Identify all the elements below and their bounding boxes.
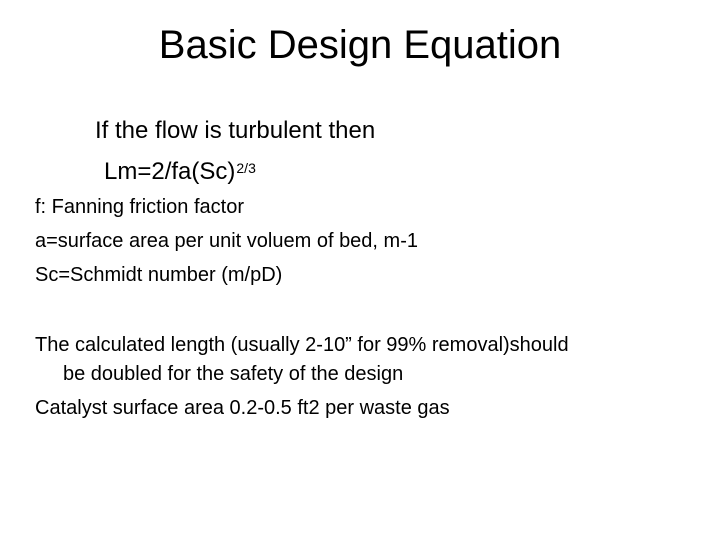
slide-title: Basic Design Equation [158,23,562,67]
note-calculated-length-continued: be doubled for the safety of the design [63,363,404,385]
definition-friction-factor: f: Fanning friction factor [35,196,244,218]
equation-main: Lm=2/fa(Sc) [104,158,236,185]
condition-text: If the flow is turbulent then [95,117,376,144]
equation [104,157,256,187]
note-calculated-length: The calculated length (usually 2-10” for 99% removal)should [35,334,569,356]
equation-exponent: 2/3 [236,160,256,176]
definition-schmidt-number: Sc=Schmidt number (m/pD) [35,264,283,286]
note-catalyst-surface-area: Catalyst surface area 0.2-0.5 ft2 per waste gas [35,397,450,419]
definition-surface-area: a=surface area per unit voluem of bed, m-1 [35,230,418,252]
